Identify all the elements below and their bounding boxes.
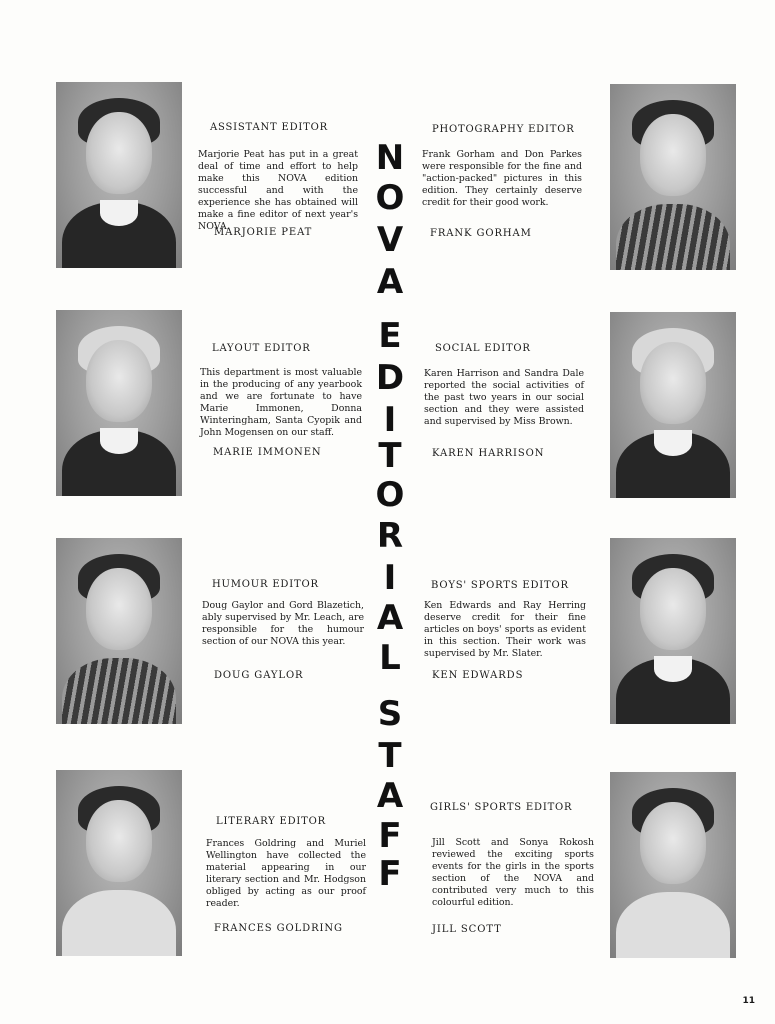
role-description: Jill Scott and Sonya Rokosh reviewed the exciting sports events for the girls in the sports section of the NOVA and contributed very much to this colourful edition. xyxy=(432,837,594,908)
staff-name: FRANCES GOLDRING xyxy=(214,923,343,934)
role-description: Ken Edwards and Ray Herring deserve credit for their fine articles on boys' sports as evident in this section. Their work was supervised by Mr. Slater. xyxy=(424,600,586,659)
portrait-face xyxy=(86,340,152,422)
portrait-body xyxy=(62,890,176,956)
portrait-karen-harrison xyxy=(610,312,736,498)
page-number: 11 xyxy=(742,996,755,1006)
role-title: HUMOUR EDITOR xyxy=(212,579,319,590)
portrait-collar xyxy=(100,200,138,226)
title-letter: F xyxy=(378,854,402,894)
title-letter: A xyxy=(376,262,404,302)
portrait-body xyxy=(616,204,730,270)
portrait-collar xyxy=(654,656,692,682)
title-letter: T xyxy=(378,736,402,776)
portrait-frank-gorham xyxy=(610,84,736,270)
portrait-face xyxy=(86,112,152,194)
role-description: Marjorie Peat has put in a great deal of time and effort to help make this NOVA edition successful and with the experience she has obtained will make a fine editor of next year's NOVA. xyxy=(198,149,358,232)
role-description: Frank Gorham and Don Parkes were responsible for the fine and "action-packed" pictures in this edition. They certainly deserve credit for their good work. xyxy=(422,149,582,208)
title-letter: V xyxy=(376,220,404,260)
portrait-jill-scott xyxy=(610,772,736,958)
role-description: This department is most valuable in the producing of any yearbook and we are fortunate to have Marie Immonen, Donna Winteringham, Santa Cyopik and John Mogensen on our staff. xyxy=(200,367,362,438)
portrait-marjorie-peat xyxy=(56,82,182,268)
title-letter: L xyxy=(379,638,401,678)
portrait-face xyxy=(640,802,706,884)
portrait-face xyxy=(86,800,152,882)
staff-name: MARJORIE PEAT xyxy=(214,227,313,238)
portrait-ken-edwards xyxy=(610,538,736,724)
portrait-body xyxy=(616,892,730,958)
role-title: BOYS' SPORTS EDITOR xyxy=(431,580,569,591)
role-title: PHOTOGRAPHY EDITOR xyxy=(432,124,575,135)
staff-name: JILL SCOTT xyxy=(432,924,502,935)
title-letter: O xyxy=(375,475,405,515)
portrait-collar xyxy=(654,430,692,456)
role-title: ASSISTANT EDITOR xyxy=(210,122,328,133)
role-description: Frances Goldring and Muriel Wellington have collected the material appearing in our literary section and Mr. Hodgson obliged by acting as our proof reader. xyxy=(206,838,366,909)
role-description: Doug Gaylor and Gord Blazetich, ably supervised by Mr. Leach, are responsible for the humour section of our NOVA this year. xyxy=(202,600,364,647)
portrait-face xyxy=(640,114,706,196)
title-letter: R xyxy=(376,516,404,556)
title-letter: I xyxy=(383,558,397,598)
portrait-face xyxy=(640,568,706,650)
title-letter: A xyxy=(376,776,404,816)
title-letter: F xyxy=(378,816,402,856)
portrait-face xyxy=(86,568,152,650)
staff-name: DOUG GAYLOR xyxy=(214,670,304,681)
portrait-frances-goldring xyxy=(56,770,182,956)
portrait-collar xyxy=(100,428,138,454)
role-title: LITERARY EDITOR xyxy=(216,816,326,827)
staff-name: MARIE IMMONEN xyxy=(213,447,322,458)
staff-name: FRANK GORHAM xyxy=(430,228,532,239)
portrait-marie-immonen xyxy=(56,310,182,496)
title-letter: S xyxy=(377,694,403,734)
portrait-doug-gaylor xyxy=(56,538,182,724)
title-letter: D xyxy=(375,358,405,398)
portrait-face xyxy=(640,342,706,424)
title-letter: I xyxy=(383,400,397,440)
role-description: Karen Harrison and Sandra Dale reported the social activities of the past two years in our social section and they were assisted and supervised by Miss Brown. xyxy=(424,368,584,427)
staff-name: KAREN HARRISON xyxy=(432,448,545,459)
role-title: GIRLS' SPORTS EDITOR xyxy=(430,802,573,813)
staff-name: KEN EDWARDS xyxy=(432,670,524,681)
title-letter: N xyxy=(375,138,405,178)
portrait-body xyxy=(62,658,176,724)
title-letter: T xyxy=(378,436,402,476)
title-letter: A xyxy=(376,598,404,638)
title-letter: O xyxy=(375,178,405,218)
title-letter: E xyxy=(378,316,402,356)
role-title: SOCIAL EDITOR xyxy=(435,343,531,354)
role-title: LAYOUT EDITOR xyxy=(212,343,311,354)
